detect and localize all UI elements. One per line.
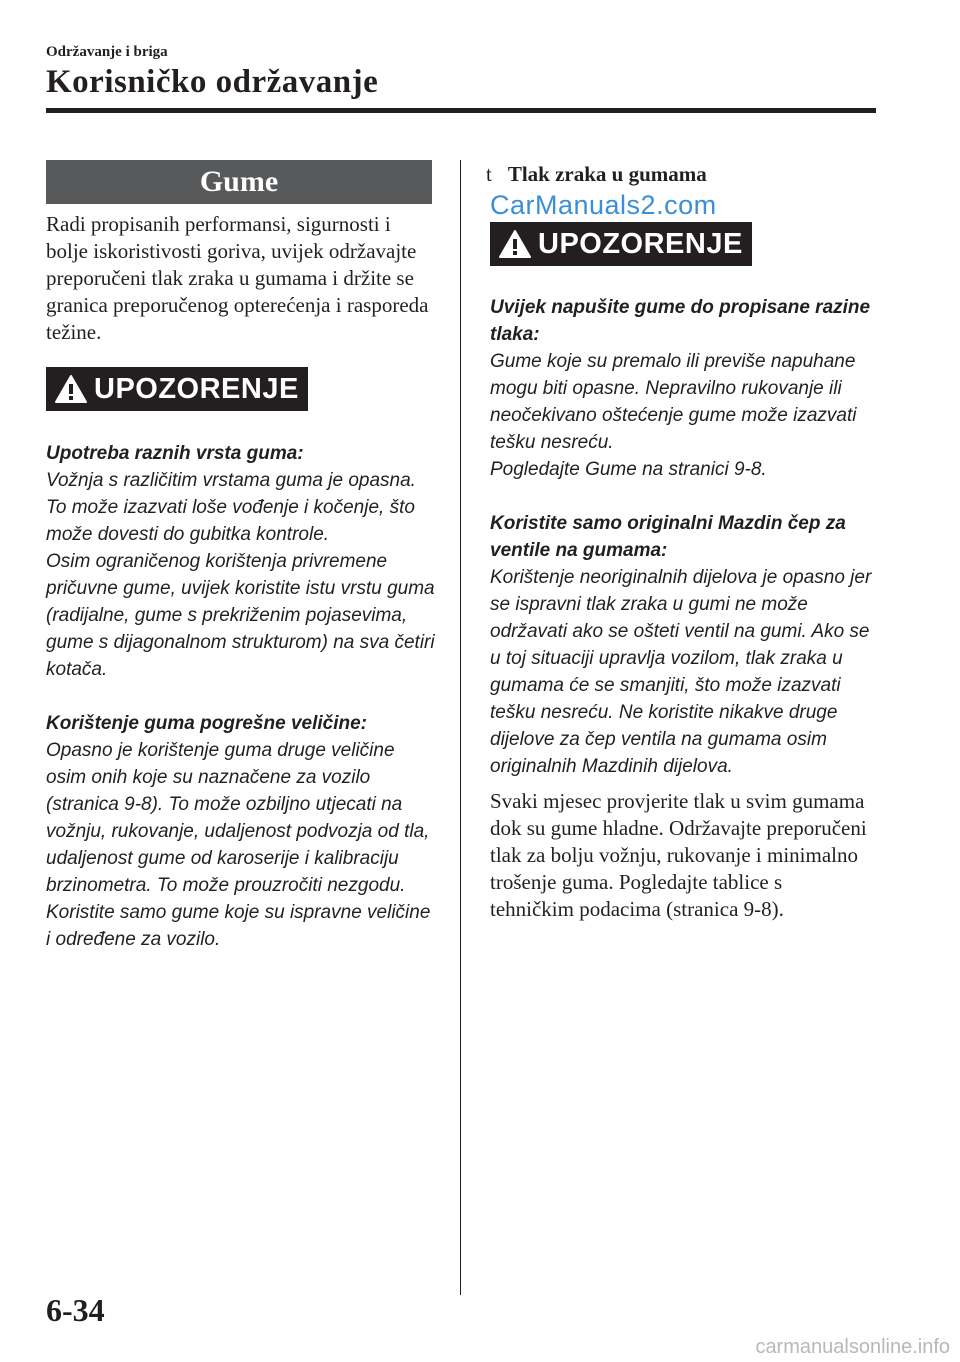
subheading (486, 162, 707, 187)
section-label: Održavanje i briga (46, 44, 168, 60)
warning-triangle-icon (54, 374, 88, 404)
warning-line: Gume koje su premalo ili previše napuhane mogu biti opasne. Nepravilno rukovanje ili neočekivano oštećenje gume može izazvati tešku nesreću. (490, 351, 857, 453)
warning-title: Uvijek napušite gume do propisane razine tlaka: (490, 297, 871, 345)
warning-text-block (46, 440, 438, 953)
warning-item (46, 710, 438, 953)
column-divider (460, 160, 461, 1295)
warning-item (46, 440, 438, 683)
warning-triangle-icon (498, 229, 532, 259)
warning-badge (46, 367, 308, 411)
warning-title: Koristite samo originalni Mazdin čep za ventile na gumama: (490, 513, 846, 561)
section-heading-gume: Gume (46, 160, 432, 204)
page-title: Korisničko održavanje (46, 64, 379, 100)
warning-line: Pogledajte Gume na stranici 9-8. (490, 459, 767, 480)
warning-line: Korištenje neoriginalnih dijelova je opasno jer se ispravni tlak zraka u gumi ne može održavati ako se ošteti ventil na gumi. Ako se u toj situaciji upravlja vozilom, tlak zraka u gumama će se smanjiti, što može izazvati tešku nesreću. Ne koristite nikakve druge dijelove za čep ventila na gumama osim originalnih Mazdinih dijelova. (490, 567, 872, 777)
warning-item (490, 510, 882, 780)
warning-badge (490, 222, 752, 266)
body-paragraph: Svaki mjesec provjerite tlak u svim gumama dok su gume hladne. Održavajte preporučeni tlak za bolju vožnju, rukovanje i minimalno trošenje guma. Pogledajte tablice s tehničkim podacima (stranica 9-8). (490, 789, 867, 921)
title-rule (46, 108, 876, 113)
watermark: CarManuals2.com (490, 190, 717, 220)
warning-item (490, 294, 882, 483)
bullet-marker: t (486, 162, 492, 186)
warning-line: Vožnja s različitim vrstama guma je opasna. To može izazvati loše vođenje i kočenje, što može dovesti do gubitka kontrole. (46, 470, 416, 545)
page-number: 6-34 (46, 1292, 105, 1328)
warning-text-block (490, 294, 882, 780)
warning-title: Korištenje guma pogrešne veličine: (46, 713, 367, 734)
warning-label: UPOZORENJE (538, 227, 743, 260)
subheading-text: Tlak zraka u gumama (507, 162, 707, 186)
warning-line: Osim ograničenog korištenja privremene pričuvne gume, uvijek koristite istu vrstu guma (radijalne, gume s prekriženim pojasevima, gume s dijagonalnom strukturom) na sva četiri kotača. (46, 551, 435, 680)
warning-line: Opasno je korištenje guma druge veličine osim onih koje su naznačene za vozilo (stranica 9-8). To može ozbiljno utjecati na vožnju, rukovanje, udaljenost podvozja od tla, udaljenost gume od karoserije i kalibraciju brzinometra. To može prouzročiti nezgodu. Koristite samo gume koje su ispravne veličine i određene za vozilo. (46, 740, 431, 950)
intro-paragraph: Radi propisanih performansi, sigurnosti i bolje iskoristivosti goriva, uvijek održavajte preporučeni tlak zraka u gumama i držite se granica preporučenog opterećenja i rasporeda težine. (46, 212, 429, 344)
warning-title: Upotreba raznih vrsta guma: (46, 443, 304, 464)
warning-label: UPOZORENJE (94, 372, 299, 405)
footer-watermark: carmanualsonline.info (755, 1336, 950, 1358)
